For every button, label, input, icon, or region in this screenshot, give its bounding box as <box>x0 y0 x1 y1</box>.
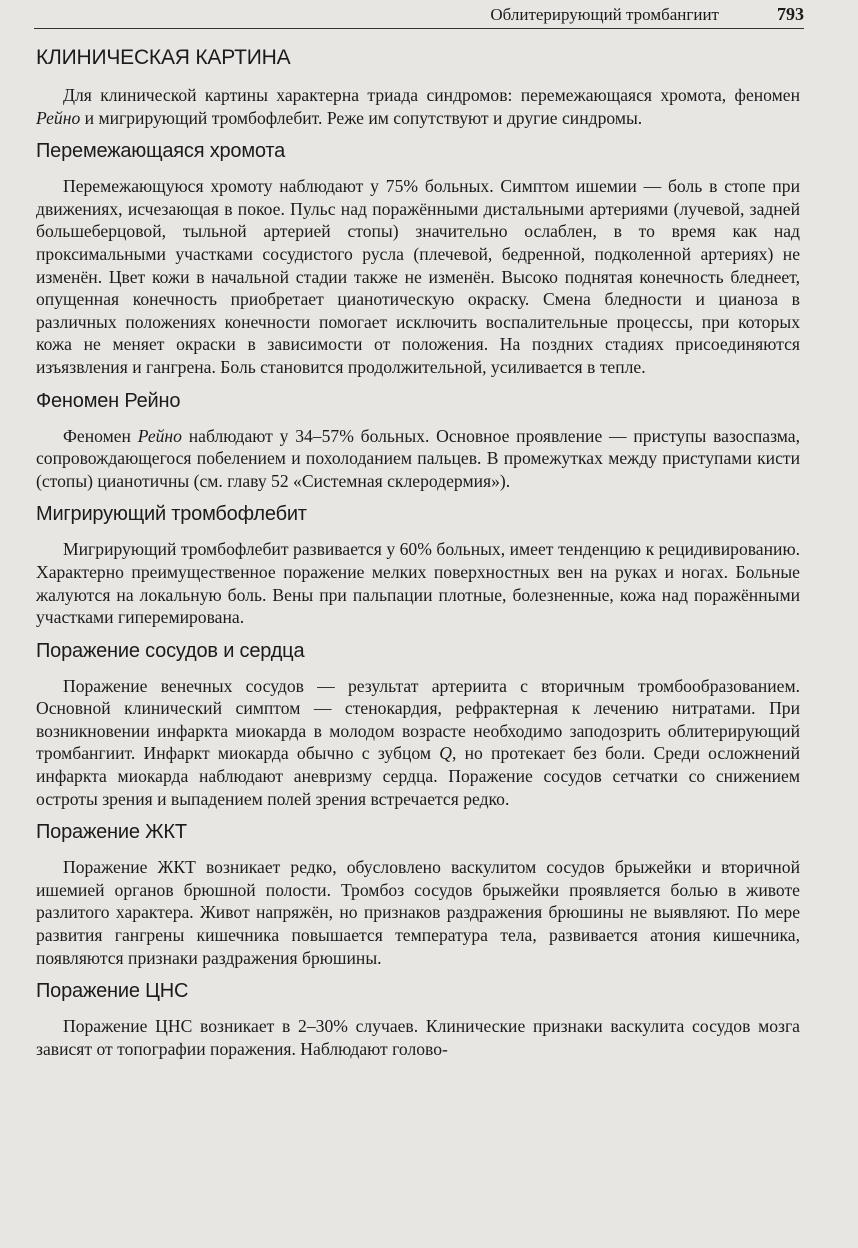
paragraph-claudication: Перемежающуюся хромоту наблюдают у 75% больных. Симптом ишемии — боль в стопе при движениях, исчезающая в покое. Пульс над поражёнными дистальными артериями (лучевой, задней большеберцовой, тыльной артерией стопы) значительно ослаблен, в то время как над проксимальными участками сосудистого русла (плечевой, бедренной, подколенной артериях) не изменён. Цвет кожи в начальной стадии также не изменён. Высоко поднятая конечность бледнеет, опущенная конечность приобретает цианотическую окраску. Смена бледности и цианоза в различных положениях конечности помогает исключить воспалительные процессы, при которых кожа не меняет окраски в зависимости от положения. На поздних стадиях присоединяются изъязвления и гангрена. Боль становится продолжительной, усиливается в тепле. <box>36 176 800 377</box>
subsection-title-raynaud: Феномен Рейно <box>36 389 181 412</box>
page-content <box>36 46 800 1060</box>
running-title: Облитерирующий тромбангиит <box>490 5 719 24</box>
paragraph-thrombophlebitis: Мигрирующий тромбофлебит развивается у 60% больных, имеет тенденцию к рецидивированию. Характерно преимущественное поражение мелких поверхностных вен на руках и ногах. Больные жалуются на локальную боль. Вены при пальпации плотные, болезненные, кожа над поражёнными участками гиперемирована. <box>36 539 800 628</box>
page-number: 793 <box>777 4 804 24</box>
paragraph-cns: Поражение ЦНС возникает в 2–30% случаев. Клинические признаки васкулита сосудов мозга зависят от топографии поражения. Наблюдают голово- <box>36 1016 800 1059</box>
paragraph-raynaud: Феномен Рейно наблюдают у 34–57% больных. Основное проявление — приступы вазоспазма, сопровождающегося побелением и похолоданием пальцев. В промежутках между приступами кисти (стопы) цианотичны (см. главу 52 «Системная склеродермия»). <box>36 425 800 491</box>
subsection-title-gi: Поражение ЖКТ <box>36 821 187 844</box>
subsection-title-claudication: Перемежающаяся хромота <box>36 140 286 163</box>
intro-paragraph: Для клинической картины характерна триада синдромов: перемежающаяся хромота, феномен Рейно и мигрирующий тромбофлебит. Реже им сопутствуют и другие синдромы. <box>36 85 800 128</box>
paragraph-heart: Поражение венечных сосудов — результат артериита с вторичным тромбообразованием. Основной клинический симптом — стенокардия, рефрактерная к лечению нитратами. При возникновении инфаркта миокарда в молодом возрасте необходимо заподозрить облитерирующий тромбангиит. Инфаркт миокарда обычно с зубцом Q, но протекает без боли. Среди осложнений инфаркта миокарда наблюдают аневризму сердца. Поражение сосудов сетчатки со снижением остроты зрения и выпадением полей зрения встречается редко. <box>36 675 800 809</box>
subsection-title-cns: Поражение ЦНС <box>36 980 189 1003</box>
subsection-title-thrombophlebitis: Мигрирующий тромбофлебит <box>36 503 307 526</box>
subsection-title-heart: Поражение сосудов и сердца <box>36 639 305 662</box>
section-title: КЛИНИЧЕСКАЯ КАРТИНА <box>36 46 291 69</box>
running-head <box>380 4 804 25</box>
paragraph-gi: Поражение ЖКТ возникает редко, обусловлено васкулитом сосудов брыжейки и вторичной ишемией органов брюшной полости. Тромбоз сосудов брыжейки проявляется болью в животе разлитого характера. Живот напряжён, но признаков раздражения брюшины не выявляют. По мере развития гангрены кишечника повышается температура тела, развивается атония кишечника, появляются признаки раздражения брюшины. <box>36 857 800 968</box>
header-rule <box>34 28 804 29</box>
